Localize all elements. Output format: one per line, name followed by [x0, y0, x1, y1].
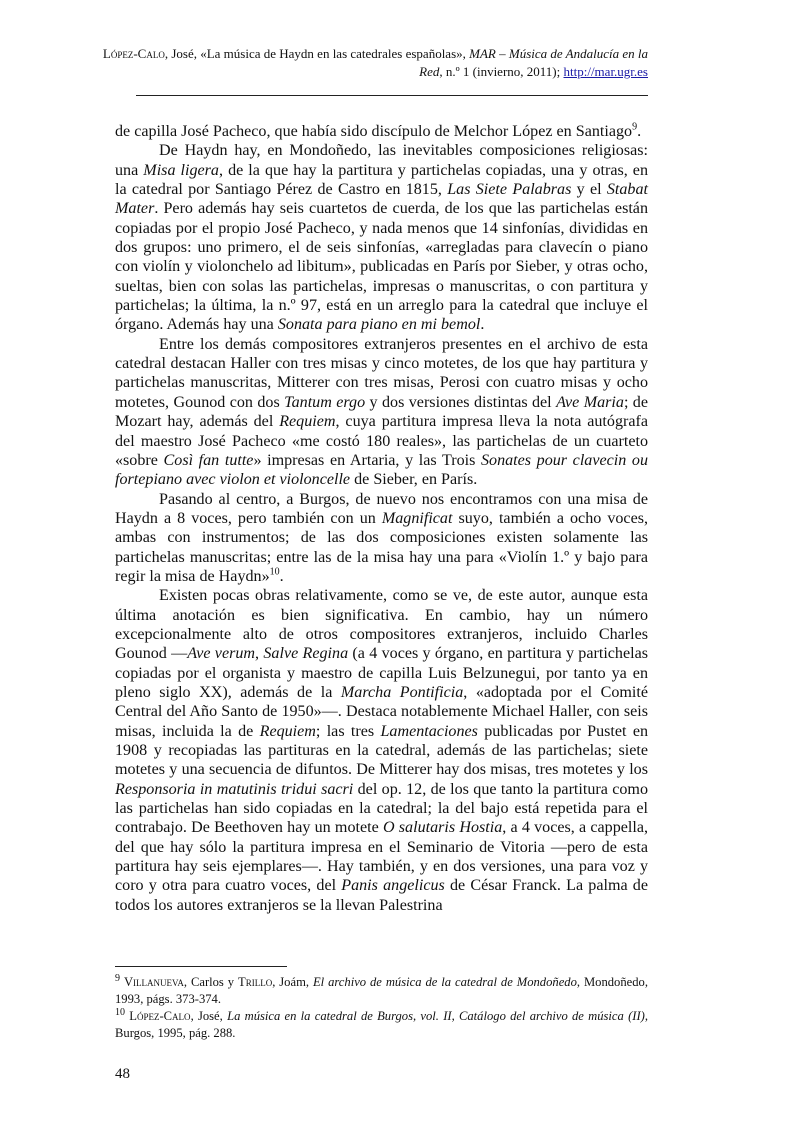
text-run: , Joám, [272, 975, 313, 989]
work-title: Magnificat [381, 509, 453, 527]
work-title: Salve Regina [263, 645, 349, 663]
text-run: Existen pocas obras relativamente, como se ve, de este autor, aunque esta última anotación es bien significativa. En cambio, hay un número excepcionalmente alto de otros compositores extranjeros, incluido Charles Gounod — [115, 587, 648, 663]
text-run: y el [571, 181, 607, 199]
work-title: Sonata para piano en mi bemol [277, 316, 481, 334]
text-run: ; las tres [315, 722, 381, 740]
footnote-title: La música en la catedral de Burgos, vol. II, Catálogo del archivo de música (II) [227, 1009, 645, 1023]
footnote-ref-9[interactable]: 9 [632, 121, 638, 133]
work-title: Responsoria in matutinis tridui sacri [115, 780, 354, 798]
work-title: Marcha Pontificia [340, 683, 464, 701]
text-run: publicadas por Pustet en 1908 y recopiadas las partituras en la catedral, además de las partichelas; siete motetes y una secuencia de difuntos. De Mitterer hay dos misas, tres motetes y los [115, 722, 649, 779]
footnotes [115, 974, 648, 1042]
work-title: Requiem [259, 722, 316, 740]
header-rule [136, 95, 648, 96]
text-run: , José, [190, 1009, 228, 1023]
text-run: , Mondoñedo, 1993, págs. 373-374. [115, 975, 648, 1006]
text-run: (a 4 voces y órgano, en partitura y partichelas copiadas por el organista y maestro de capilla Luis Belzunegui, por tanto ya en pleno siglo XX), además de la [115, 645, 649, 701]
work-title: Panis angelicus [341, 877, 445, 895]
text-run: Pasando al centro, a Burgos, de nuevo nos encontramos con una misa de Haydn a 8 voces, pero también con un [115, 490, 648, 527]
text-run: del op. 12, de los que tanto la partitura como las partichelas han sido copiadas en la catedral; la del bajo está repetida para el contrabajo. De Beethoven hay un motete [115, 780, 648, 837]
footnote-author: Villanueva [123, 975, 184, 989]
work-title: Sonates pour clavecin ou fortepiano avec violon et violoncelle [115, 451, 648, 489]
text-run: Entre los demás compositores extranjeros presentes en el archivo de esta catedral destacan Haller con tres misas y cinco motetes, de los que hay partitura y partichelas manuscritas, Mitterer con tres misas, Perosi con cuatro misas y ocho motetes, Gounod con dos [115, 335, 648, 411]
page-number: 48 [115, 1066, 130, 1082]
paragraph-3 [115, 335, 648, 490]
work-title: Tantum ergo [284, 393, 366, 411]
work-title: O salutaris Hostia [382, 819, 503, 837]
text-run: . Pero además hay seis cuartetos de cuerda, de los que las partichelas están copiadas por el propio José Pacheco, y nada menos que 14 sinfonías, divididas en dos grupos: uno primero, el de seis sinfonías, «arregladas para clavecín o piano con violín y violonchelo ad libitum», publicadas en París por Sieber, y otras ocho, sueltas, bien con solas las partichelas, impresas o manuscritas, o con partitura y partichelas; la última, la n.º 97, está en un arreglo para la catedral que incluye el órgano. Además hay una [115, 200, 648, 334]
body-text [115, 122, 648, 915]
footnote-number: 10 [115, 1006, 125, 1018]
footnote-author: López-Calo [129, 1009, 191, 1023]
work-title: Ave verum [187, 645, 256, 663]
header-citation: , José, «La música de Haydn en las catedrales españolas», [164, 46, 470, 61]
text-run: » impresas en Artaria, y las Trois [253, 451, 481, 469]
work-title: Las Siete Palabras [447, 181, 572, 199]
text-run: , [255, 645, 264, 663]
work-title: Lamentaciones [380, 722, 478, 740]
footnote-title: El archivo de música de la catedral de Mondoñedo [312, 975, 577, 989]
paragraph-2 [115, 141, 648, 334]
footnote-rule [115, 966, 287, 967]
text-run: de capilla José Pacheco, que había sido discípulo de Melchor López en Santiago [115, 123, 633, 140]
work-title: Misa ligera [143, 161, 219, 179]
text-run: suyo, también a ocho voces, ambas con instrumentos; de las dos composiciones existen solamente las partichelas manuscritas; entre las de la misa hay una para «Violín 1.º y bajo para regir la misa de Haydn» [115, 509, 648, 585]
text-run: , Burgos, 1995, pág. 288. [115, 1009, 649, 1040]
text-run: . [279, 567, 284, 585]
text-run: , «adoptada por el Comité Central del Año Santo de 1950»—. Destaca notablemente Michael Haller, con seis misas, incluida la de [115, 683, 648, 740]
paragraph-1 [115, 122, 648, 141]
text-run: De Haydn hay, en Mondoñedo, las inevitables composiciones religiosas: una [115, 142, 648, 179]
work-title: Ave Maria [556, 393, 624, 411]
text-run: de Sieber, en París. [350, 471, 478, 489]
header-line-1 [90, 45, 648, 81]
footnote-9 [115, 974, 648, 1008]
text-run: , de la que hay la partitura y partichelas copiadas, una y otras, en la catedral por Santiago Pérez de Castro en 1815, [115, 161, 648, 199]
text-run: , cuya partitura impresa lleva la nota autógrafa del maestro José Pacheco «me costó 180 reales», las partichelas de un cuarteto «sobre [115, 413, 649, 469]
footnote-10 [115, 1008, 648, 1042]
footnote-author: Trillo [238, 975, 273, 989]
paragraph-5 [115, 586, 648, 915]
text-run: ; de Mozart hay, además del [115, 393, 648, 431]
paragraph-4 [115, 490, 648, 587]
text-run: de César Franck. La palma de todos los autores extranjeros se la llevan Palestrina [115, 877, 648, 914]
footnote-ref-10[interactable]: 10 [269, 566, 280, 578]
text-run: , Carlos y [183, 975, 239, 989]
text-run: . [480, 316, 485, 334]
header-journal: MAR – Música de Andalucía en la Red [419, 46, 648, 79]
running-header [90, 45, 648, 81]
text-run: , a 4 voces, a cappella, del que hay sólo la partitura impresa en el Seminario de Vitoria —pero de esta partitura hay seis ejemplares—. Hay también, y en dos versiones, una para voz y coro y otra para cuatro voces, del [115, 819, 649, 895]
work-title: Requiem [279, 413, 336, 431]
footnote-number: 9 [115, 972, 120, 984]
work-title: Così fan tutte [163, 451, 254, 469]
text-run: . [637, 123, 642, 140]
header-author: López-Calo [102, 46, 165, 61]
work-title: Stabat Mater [115, 181, 648, 218]
header-url-link[interactable]: http://mar.ugr.es [563, 64, 648, 79]
header-issue: , n.º 1 (invierno, 2011); [439, 64, 564, 79]
text-run: y dos versiones distintas del [365, 393, 557, 411]
